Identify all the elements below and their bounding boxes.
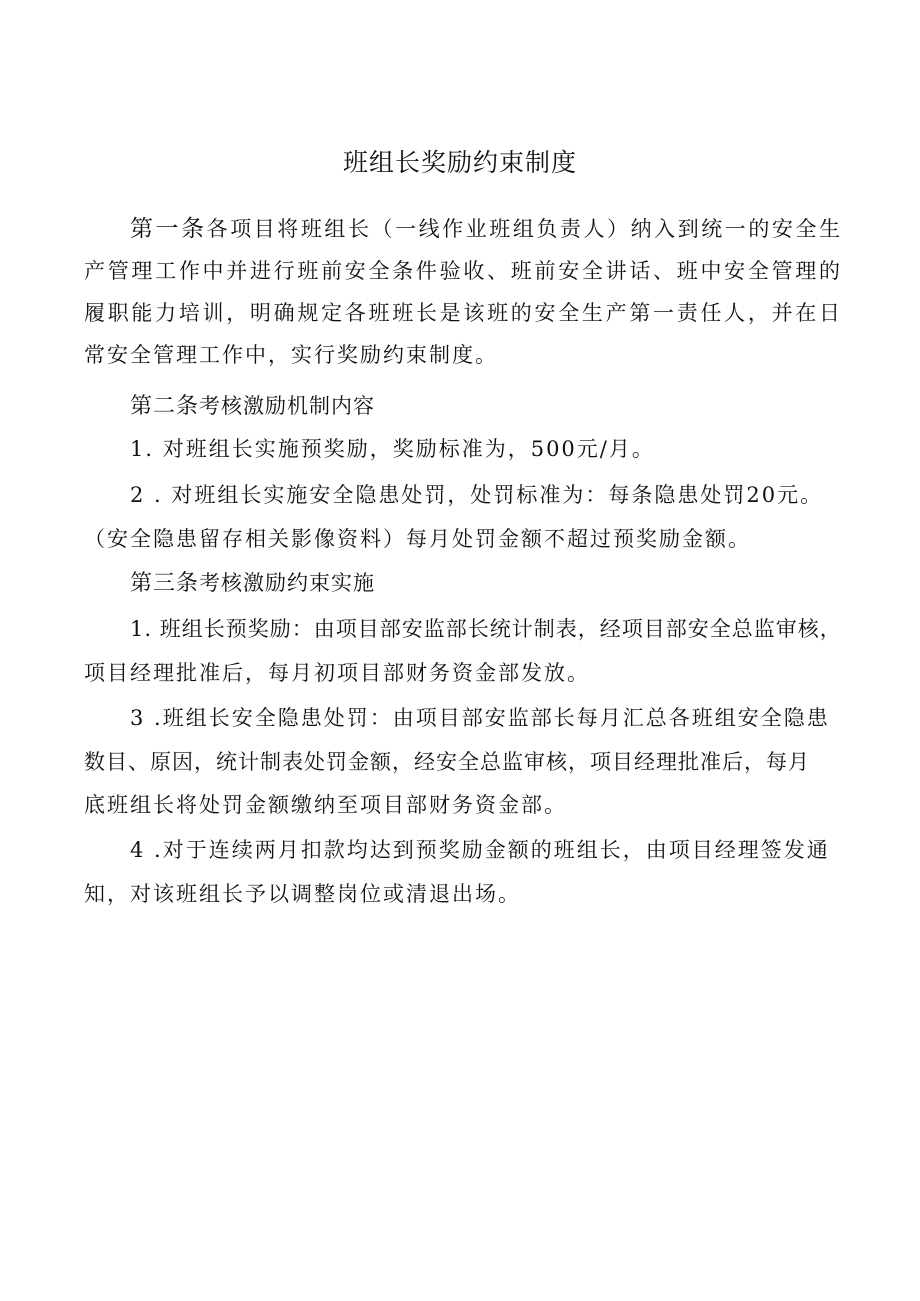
article-3-item-1-line-1: 1. 班组长预奖励：由项目部安监部长统计制表，经项目部安全总监审核，: [130, 617, 842, 641]
article-2-item-2-line-1: 2 . 对班组长实施安全隐患处罚，处罚标准为：每条隐患处罚20元。: [130, 483, 824, 507]
article-2-label: 第二条: [130, 394, 200, 419]
document-title: 班组长奖励约束制度: [342, 148, 577, 177]
article-2-item-1: 1. 对班组长实施预奖励，奖励标准为，500元/月。: [130, 437, 655, 461]
article-2-item-2-line-2: （安全隐患留存相关影像资料）每月处罚金额不超过预奖励金额。: [84, 527, 751, 551]
article-3-item-3-line-1: 3 .班组长安全隐患处罚：由项目部安监部长每月汇总各班组安全隐患: [130, 706, 830, 730]
article-3-label: 第三条: [130, 571, 200, 596]
article-1: [84, 208, 842, 376]
article-2-heading: 考核激励机制内容: [199, 394, 376, 418]
article-3-item-3-line-3: 底班组长将处罚金额缴纳至项目部财务资金部。: [84, 793, 567, 817]
article-1-label: 第一条: [130, 216, 207, 242]
article-3-item-1-line-2: 项目经理批准后，每月初项目部财务资金部发放。: [84, 661, 590, 685]
article-3-heading: 考核激励约束实施: [199, 571, 376, 595]
article-2-heading-row: [130, 385, 375, 428]
article-3-item-3-line-2: 数目、原因，统计制表处罚金额，经安全总监审核，项目经理批准后，每月: [84, 750, 810, 774]
article-1-text: 各项目将班组长（一线作业班组负责人）纳入到统一的安全生产管理工作中并进行班前安全条件验收、班前安全讲话、班中安全管理的履职能力培训，明确规定各班班长是该班的安全生产第一责任人，并在日常安全管理工作中，实行奖励约束制度。: [84, 217, 842, 367]
article-1-paragraph: [84, 208, 842, 376]
article-3-item-4-line-2: 知，对该班组长予以调整岗位或清退出场。: [84, 882, 521, 906]
article-3-heading-row: [130, 562, 375, 605]
article-3-item-4-line-1: 4 .对于连续两月扣款均达到预奖励金额的班组长，由项目经理签发通: [130, 838, 830, 862]
